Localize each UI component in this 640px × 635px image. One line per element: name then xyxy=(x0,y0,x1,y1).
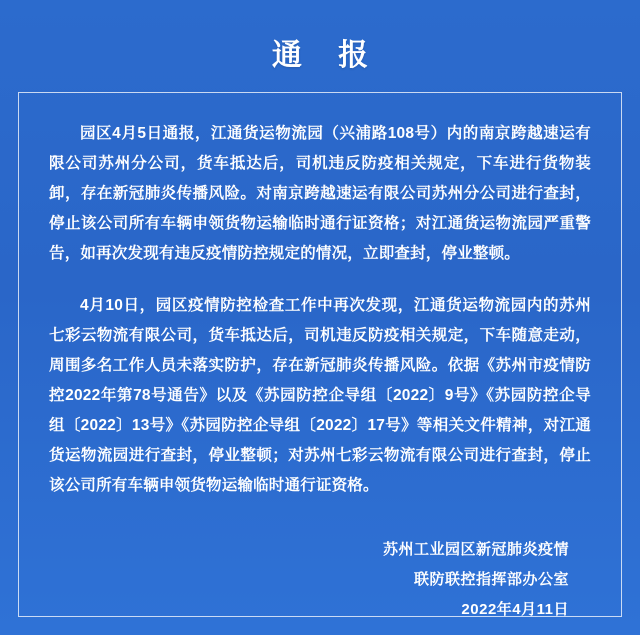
signature-org-line-1: 苏州工业园区新冠肺炎疫情 xyxy=(382,541,569,558)
notice-body-inner xyxy=(19,93,621,635)
notice-body-card xyxy=(18,92,622,617)
notice-paragraph-2: 4月10日，园区疫情防控检查工作中再次发现，江通货运物流园内的苏州七彩云物流有限公司，货车抵达后，司机违反防疫相关规定，下车随意走动，周围多名工作人员未落实防护，存在新冠肺炎传播风险。依据《苏州市疫情防控2022年第78号通告》以及《苏园防控企导组〔2022〕9号》《苏园防控企导组〔2022〕13号》《苏园防控企导组〔2022〕17号》等相关文件精神，对江通货运物流园进行查封，停业整顿；对苏州七彩云物流有限公司进行查封，停止该公司所有车辆申领货物运输临时通行证资格。 xyxy=(49,297,591,494)
signature-block xyxy=(49,535,591,625)
page-title: 通 报 xyxy=(271,39,383,72)
signature-date: 2022年4月11日 xyxy=(461,601,569,618)
notice-paragraph-1: 园区4月5日通报，江通货运物流园（兴浦路108号）内的南京跨越速运有限公司苏州分公司，货车抵达后，司机违反防疫相关规定，下车进行货物装卸，存在新冠肺炎传播风险。对南京跨越速运有限公司苏州分公司进行查封，停止该公司所有车辆申领货物运输临时通行证资格；对江通货运物流园严重警告，如再次发现有违反疫情防控规定的情况，立即查封，停业整顿。 xyxy=(49,125,591,262)
signature-org-line-2: 联防联控指挥部办公室 xyxy=(413,571,569,588)
